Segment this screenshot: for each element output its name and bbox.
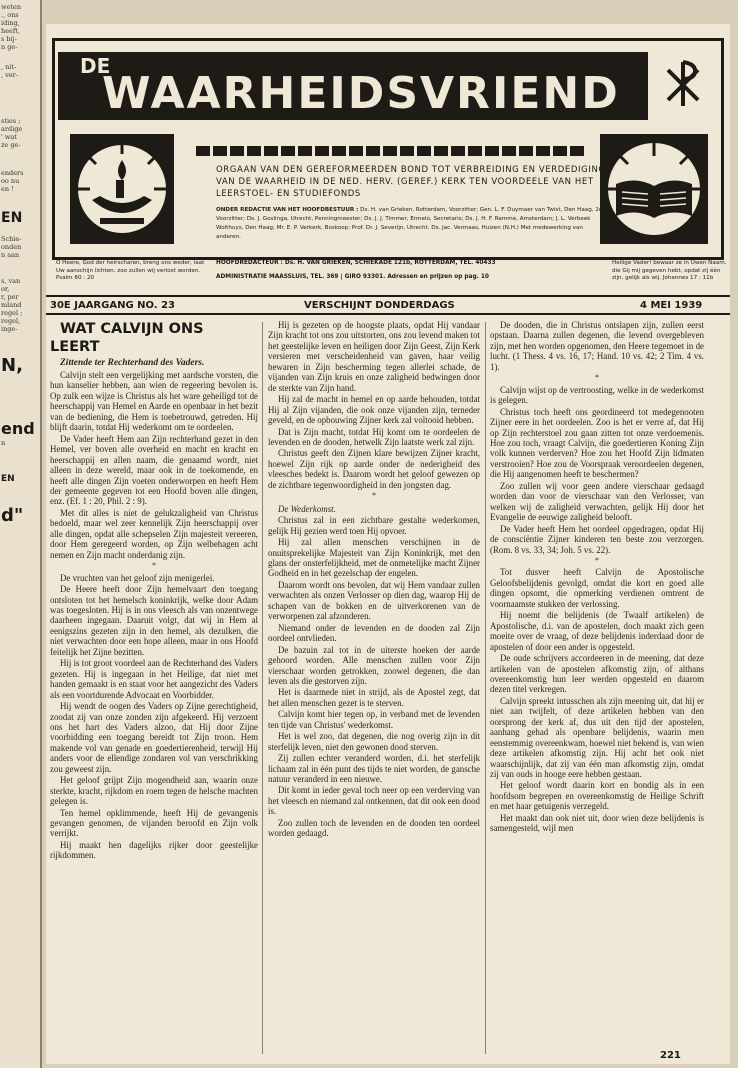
quote-right-ref: Johannes 17 : 11b [662,275,714,281]
editorial-board [216,206,606,242]
article-paragraph: Het is daarmede niet in strijd, als de Apostel zegt, dat het allen menschen gezet is te sterven. [268,687,480,708]
article-paragraph: De oude schrijvers accordeeren in de meening, dat deze artikelen van de apostelen afkomstig zijn, of althans overeenkomstig hun leer werden opgesteld en daarom dezen titel verkregen. [490,653,704,695]
adjacent-page-fragment: en ! [1,185,14,193]
section-separator: * [595,555,599,565]
adjacent-page-fragment: sties ; [1,117,21,125]
article-paragraph: Calvijn komt hier tegen op, in verband met de levenden ten tijde van Christus' wederkomst. [268,709,480,730]
masthead-de: DE [80,54,111,78]
open-book-icon [600,134,708,244]
article-paragraph: De dooden, die in Christus ontslapen zijn, zullen eerst opstaan. Daarna zullen degenen, die levend overgebleven zijn, met hen worden opgenomen, den Heere tegemoet in de lucht. (1 Thess. 4 vs. 16, 17; Hand. 10 vs. 42; 2 Tim. 4 vs. 1). [490,320,704,372]
editorial-board-label: ONDER REDACTIE VAN HET HOOFDBESTUUR : [216,207,359,213]
adjacent-page-fragment: EN [1,210,23,226]
article-paragraph: Hij is gezeten op de hoogste plaats, opdat Hij vandaar Zijn kracht tot ons zou uitstorten, ons zou levend maken tot het geestelijke leven en heiligen door Zijn Geest, Zijn Kerk versieren met verscheidenheid van gaven, haar veilig bewaren in Zijn bescherming tegen allerlei schade, de vijanden van Zijn kruis en onze zaligheid bedwingen door de sterkte van Zijn hand. [268,320,480,393]
adjacent-page-fragment: or, [1,285,10,293]
decorative-bars [196,146,586,156]
section-separator: * [372,491,376,501]
article-paragraph: Het is wel zoo, dat degenen, die nog overig zijn in dit sterfelijk leven, niet den gewonen dood sterven. [268,731,480,752]
oil-lamp-icon [70,134,174,244]
adjacent-page-fragment: mland [1,301,22,309]
article-paragraph: Zoo zullen wij voor geen andere vierschaar gedaagd worden dan voor de vierschaar van den Verlosser, van welken wij de zaligheid verwachten, gelijk Hij door het Evangelie de eeuwige zaligheid belooft. [490,480,704,523]
article-paragraph: Het geloof grijpt Zijn mogendheid aan, waarin onze sterkte, kracht, rijkdom en roem tegen de helsche machten gelegen is. [50,775,258,807]
adjacent-page-fragment: ., ons [1,11,19,19]
article-paragraph: Zij zullen echter veranderd worden, d.i. het sterfelijk lichaam zal in één punt des tijds te niet worden, de gansche natuur veranderd in een nieuwe. [268,753,480,785]
article-paragraph: Tot dusver heeft Calvijn de Apostolische Geloofsbelijdenis gevolgd, omdat die kort en goed alle dingen opsomt, die opmerking verdienen omtrent de voornaamste stukken der verlossing. [490,567,704,609]
article-title: WAT CALVIJN ONS LEERT [50,321,204,355]
adjacent-page-fragment: s bij- [1,35,17,43]
adjacent-page-fragment: EN [1,474,15,484]
adjacent-page-fragment: Schie- [1,235,22,243]
article-paragraph: Hij maakt hen dagelijks rijker door geestelijke rijkdommen. [50,839,258,861]
adjacent-page-fragment: regel, [1,317,21,325]
adjacent-page-fragment: iding, [1,19,20,27]
adjacent-page-fragment: , ver- [1,71,18,79]
article-paragraph: Hij is tot groot voordeel aan de Rechterhand des Vaders gezeten. Hij is ingegaan in het Heilige, dat niet met handen gemaakt is en staat voor het aangezicht des Vaders als een voortdurende Advocaat en Voorbidder. [50,658,258,700]
adjacent-page-fragment: n [1,439,6,447]
column-rule [262,322,263,1054]
section-separator: * [595,373,599,383]
article-paragraph: Het geloof wordt daarin kort en bondig als in een hoofdsom begrepen en overeenkomstig de Heilige Schrift en met haar getuigenis verzegeld. [490,780,704,812]
article-paragraph: Dat is Zijn macht, totdat Hij komt om te oordeelen de levenden en de dooden, hetwelk Zijn laatste werk zal zijn. [268,426,480,447]
adjacent-page-fragment: s, van [1,277,21,285]
column-rule [485,322,486,1054]
article-column-3 [490,320,704,1058]
article-paragraph: De bazuin zal tot in de uiterste hoeken der aarde gehoord worden. Alle menschen zullen voor Zijn vierschaar worden getrokken, zoowel degenen, die dan leven als die gestorven zijn. [268,644,480,686]
adjacent-page-fragment: oo nu [1,177,20,185]
article-paragraph: Niemand onder de levenden en de dooden zal Zijn oordeel ontvlieden. [268,622,480,644]
editorial-board-members: Ds. H. van Grieken, Rotterdam, Voorzitter; Gen. L. F. Duymaer van Twist, Den Haag, 2e Voorzitter; Ds. J. Goslinga, Utrecht, Penningmeester; Ds. J. J. Timmer, Ermelo, Secretaris; Ds. J. H. F. Remme, Amsterdam; J. L. Verbeek Wolthuys, Den Haag; Mr. E. P. Verkerk, Boskoop; Prof. Dr. J. Severijn, Utrecht. Ds. Jac. Vermaas, Huizen (N.H.) [216,207,603,231]
adjacent-page-fragment: regel ; [1,309,23,317]
adjacent-page-fragment: heeft, [1,27,20,35]
article-paragraph: Christus geeft den Zijnen klare bewijzen Zijner kracht, hoewel Zijn rijk op aarde onder de nederigheid des vleesches bedekt is. Daarom wordt het geloof gewezen op de zichtbare tegenwoordigheid in den jongsten dag. [268,448,480,490]
adjacent-page-fragment: n aan [1,251,20,259]
adjacent-page-fragment: ' wat [1,133,17,141]
section-separator: * [152,561,156,571]
section-heading: De Wederkomst. [278,503,336,514]
article-subtitle: Zittende ter Rechterhand des Vaders. [60,358,205,368]
article-paragraph: De Vader heeft Hem aan Zijn rechterhand gezet in den Hemel, ver boven alle overheid en macht en kracht en heerschappij en allen naam, die genaamd wordt, niet alleen in deze wereld, maar ook in de toekomende, en heeft alle dingen Zijn voeten onderworpen en heeft Hem der gemeente gegeven tot een Hoofd boven alle dingen, enz. (Ef. 1 : 20, Phil. 2 : 9). [50,433,258,507]
article-paragraph: Hij noemt die belijdenis (de Twaalf artikelen) de Apostolische, d.i. van de apostelen, doch maakt zich geen moeite over de vraag, of deze belijdenis inderdaad door de apostelen of door een ander is opgesteld. [490,610,704,652]
article-column-1 [50,320,258,1058]
article-paragraph: Christus zal in een zichtbare gestalte wederkomen, gelijk Hij gezien werd toen Hij opvoer. [268,515,480,536]
editor-in-chief: HOOFDREDACTEUR : Ds. H. VAN GRIEKEN, SCHIEKADE 121b, ROTTERDAM, TEL. 40433 [216,260,496,266]
article-paragraph: Calvijn stelt een vergelijking met aardsche vorsten, die hun kanselier hebben, aan wien de regeering bevolen is. Op zulk een wijze is Christus als het ware geheiligd tot de heerschappij van Hemel en Aarde en openbaar in het bezit van de bediening, die Hem is toebetrouwd, getreden. Hij blijft daarin, totdat Hij wederkomt om te oordeelen. [50,370,258,433]
adjacent-page-fragment: ze ge- [1,141,21,149]
article-paragraph: Christus toch heeft ons geordineerd tot medegenooten Zijner eere in het oordeelen. Zoo is het er verre af, dat Hij op Zijn rechterstoel zou gaan zitten tot onze verdoemenis. Hoe zou toch, vraagt Calvijn, die goedertieren Koning Zijn volk kunnen verderven? Hoe zou het Hoofd Zijn lidmaten verstrooien? Hoe zou de Voorspraak veroordeelen degenen, die Hij aangenomen heeft te beschermen? [490,406,704,480]
article-paragraph: De vruchten van het geloof zijn menigerlei. [60,572,215,583]
article-paragraph: Dit komt in ieder geval toch neer op een verderving van het vleesch en niemand zal ontkennen, dat dit ook een dood is. [268,785,480,817]
adjacent-page-fragment: inge- [1,325,18,333]
article-paragraph: Zoo zullen toch de levenden en de dooden ten oordeel worden gedaagd. [268,817,480,839]
quote-left-text: O Heere, God der heirscharen, breng ons weder, laat Uw aanschijn lichten, zoo zullen wij verlost worden. [56,260,205,274]
adjacent-page-fragment: enders [1,169,24,177]
adjacent-page-fragment: ardige [1,125,23,133]
adjacent-page-fragment: N, [1,355,23,376]
adjacent-page-fragment: d" [1,505,24,526]
article-paragraph: De Heere heeft door Zijn hemelvaart den toegang ontsloten tot het hemelsch koninkrijk, welke door Adam was toegesloten. Hij is in ons vleesch als van onzentwege daarheen ingegaan. Daaruit volgt, dat wij in Hem al eenigszins gezeten zijn in den hemel, als dezulken, die niet verwachten door een hope alleen, maar in ons Hoofd feitelijk het Zijne bezitten. [50,584,258,657]
masthead-title: WAARHEIDSVRIEND [102,68,620,119]
adjacent-page-fragment: , nit- [1,63,17,71]
article-paragraph: Calvijn wijst op de vertroosting, welke in de wederkomst is gelegen. [490,384,704,406]
adjacent-page-fragment: end [1,419,35,438]
newspaper-page [46,24,730,1064]
editorial-board-note: Met medewerking van anderen. [216,225,583,240]
article-paragraph: Hij zal allen menschen verschijnen in de onuitsprekelijke Majesteit van Zijn Koninkrijk, met den glans der onsterfelijkheid, met de onmetelijke macht Zijner Godheid en in het gezelschap der engelen. [268,537,480,579]
adjacent-page-strip [0,0,42,1068]
article-paragraph: Hij zal de macht in hemel en op aarde behouden, totdat Hij al Zijn vijanden, die ook onze vijanden zijn, terneder geveld, en de opbouwing Zijner kerk zal voltooid hebben. [268,394,480,426]
article-paragraph: Hij wendt de oogen des Vaders op Zijne gerechtigheid, zoodat zij van onze zonden zijn afgekeerd. Hij verzoent ons het hart des Vaders alzoo, dat Hij door Zijne voorbidding een toegang bereidt tot Zijn troon. Hem makende vol van genade en goedertierenheid, terwijl Hij anders voor de ellendige zondaren vol van verschrikking zou geweest zijn. [50,701,258,774]
issue-date: 4 MEI 1939 [640,300,703,311]
quote-left-ref: Psalm 80 : 20 [56,275,95,281]
article-paragraph: Met dit alles is niet de gelukzaligheid van Christus bedoeld, maar wel zeer kennelijk Zijn heerschappij over alle dingen, opdat alle schepselen Zijn majesteit vereeren, door Hem geregeerd worden, op Zijn welbehagen acht nemen en Zijn macht onderdanig zijn. [50,507,258,560]
article-paragraph: De Vader heeft Hem het oordeel opgedragen, opdat Hij de consciëntie Zijner kinderen ten beste zou verzorgen. (Rom. 8 vs. 33, 34; Joh. 5 vs. 22). [490,523,704,555]
adjacent-page-fragment: n ge- [1,43,18,51]
article-paragraph: Ten hemel opklimmende, heeft Hij de gevangenis gevangen genomen, de vijanden beroofd en Zijn volk verrijkt. [50,807,258,839]
issue-frequency: VERSCHIJNT DONDERDAGS [304,300,455,311]
article-column-2 [268,320,480,1058]
issue-bar [46,295,730,315]
quote-left [56,260,206,283]
article-paragraph: Calvijn spreekt intusschen als zijn meening uit, dat hij er niet aan twijfelt, of deze artikelen hebben van den oorsprong der kerk af, dus uit den tijd der apostelen, aanhang gehad als openbare belijdenis, waarin men eenstemmig overeenkwam, hoewel niet bekend is, van wien deze artikelen afkomstig zijn. Hij acht het ook niet waarschijnlijk, dat zij van één man afkomstig zijn, omdat zij van ouds in hooge eere hebben gestaan. [490,695,704,780]
article-paragraph: Daarom wordt ons bevolen, dat wij Hem vandaar zullen verwachten als onzen Verlosser op dien dag, waarop Hij de schapen van de bokken en de uitverkorenen van de verworpenen zal afzonderen. [268,579,480,622]
adjacent-page-fragment: r, per [1,293,19,301]
quote-right [612,260,728,283]
masthead [46,24,730,292]
masthead-subtitle: ORGAAN VAN DEN GEREFORMEERDEN BOND TOT VERBREIDING EN VERDEDIGING VAN DE WAARHEID IN DE NED. HERV. (GEREF.) KERK TEN VOORDEELE VAN HET LEERSTOEL- EN STUDIEFONDS [216,165,606,199]
adjacent-page-fragment: onden [1,243,22,251]
adjacent-page-fragment: weten [1,3,22,11]
administration: ADMINISTRATIE MAASSLUIS, TEL. 369 | GIRO 93301. Adressen en prijzen op pag. 10 [216,274,489,280]
quote-right-text: Heilige Vader! bewaar ze in Uwen Naam, die Gij mij gegeven hebt, opdat zij één zijn, gelijk als wij. [612,260,727,281]
article-paragraph: Het maakt dan ook niet uit, door wien deze belijdenis is samengesteld, wijl men [490,812,704,834]
issue-volume: 30E JAARGANG NO. 23 [50,300,175,311]
page-number: 221 [660,1050,681,1061]
chi-rho-icon [658,58,708,108]
